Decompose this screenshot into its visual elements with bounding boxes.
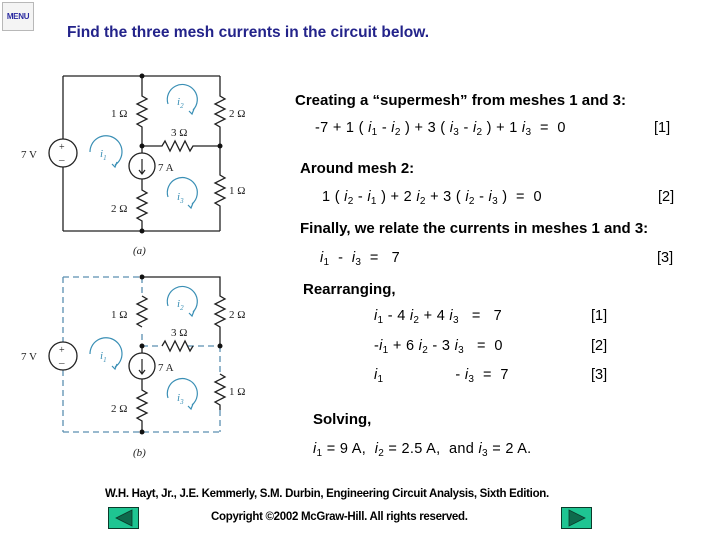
rearranged-equation-1-tag: [1] [591,308,608,324]
relate-heading: Finally, we relate the currents in meshes 1 and 3: [300,220,649,237]
citation: W.H. Hayt, Jr., J.E. Kemmerly, S.M. Durbin, Engineering Circuit Analysis, Sixth Edition. [105,488,549,500]
rearranged-equation-3: $i_1 - i_3 = 7$ [374,367,509,385]
source-voltage-label: 7 V [21,149,37,161]
svg-text:–: – [59,357,65,369]
menu-button[interactable]: MENU [2,2,34,31]
page-title: Find the three mesh currents in the circuit below. [67,24,430,41]
resistor-label: 1 Ω [229,185,246,197]
rearranged-equation-2: $-i_1 + 6$ $i_2 - 3$ $i_3 = 0$ [374,338,503,356]
svg-text:+: + [59,345,65,356]
svg-text:i3: $i_3$ [177,392,184,406]
resistor-label: 1 Ω [111,108,128,120]
solving-heading: Solving, [313,411,372,428]
equation-1: -7 + 1 ( $i_1 - i_2$ ) + 3 ( $i_3 - i_2$ ) + 1 $i_3 = 0$ [315,120,566,138]
source-voltage-label: 7 V [21,351,37,363]
resistor-label: 1 Ω [111,309,128,321]
svg-text:i1: $i_1$ [100,148,107,162]
resistor-label: 2 Ω [229,108,246,120]
rearranged-equation-3-tag: [3] [591,367,608,383]
supermesh-heading: Creating a “supermesh” from meshes 1 and 3: [295,92,626,109]
svg-text:i1: $i_1$ [100,350,107,364]
solution-result: $i_1 = 9$ A, $i_2 = 2.5$ A, and $i_3 = 2$ A. [313,441,532,459]
equation-2-tag: [2] [658,189,675,205]
previous-slide-button[interactable] [108,507,139,529]
equation-3: $i_1 - i_3 = 7$ [320,250,401,268]
triangle-left-icon [114,509,134,527]
rearranging-heading: Rearranging, [303,281,396,298]
circuit-diagram-a [20,60,290,260]
equation-1-tag: [1] [654,120,671,136]
svg-text:i3: $i_3$ [177,191,184,205]
svg-text:i2: $i_2$ [177,96,184,110]
equation-2: 1 ( $i_2 - i_1$ ) + 2 $i_2 + 3$ ( $i_2 - i_3$ ) = 0 [322,189,542,207]
rearranged-equation-1: $i_1 - 4$ $i_2 + 4$ $i_3 = 7$ [374,308,502,326]
resistor-label: 3 Ω [171,327,188,339]
copyright: Copyright ©2002 McGraw-Hill. All rights reserved. [211,511,468,523]
resistor-label: 1 Ω [229,386,246,398]
resistor-label: 3 Ω [171,127,188,139]
resistor-label: 2 Ω [229,309,246,321]
svg-text:+: + [59,142,65,153]
figure-caption: (a) [133,245,146,257]
current-source-label: 7 A [158,162,174,174]
triangle-right-icon [567,509,587,527]
resistor-label: 2 Ω [111,403,128,415]
svg-text:–: – [59,154,65,166]
rearranged-equation-2-tag: [2] [591,338,608,354]
current-source-label: 7 A [158,362,174,374]
resistor-label: 2 Ω [111,203,128,215]
next-slide-button[interactable] [561,507,592,529]
figure-caption: (b) [133,447,146,459]
circuit-diagram-b [20,270,290,470]
mesh2-heading: Around mesh 2: [300,160,415,177]
equation-3-tag: [3] [657,250,674,266]
svg-text:i2: $i_2$ [177,298,184,312]
